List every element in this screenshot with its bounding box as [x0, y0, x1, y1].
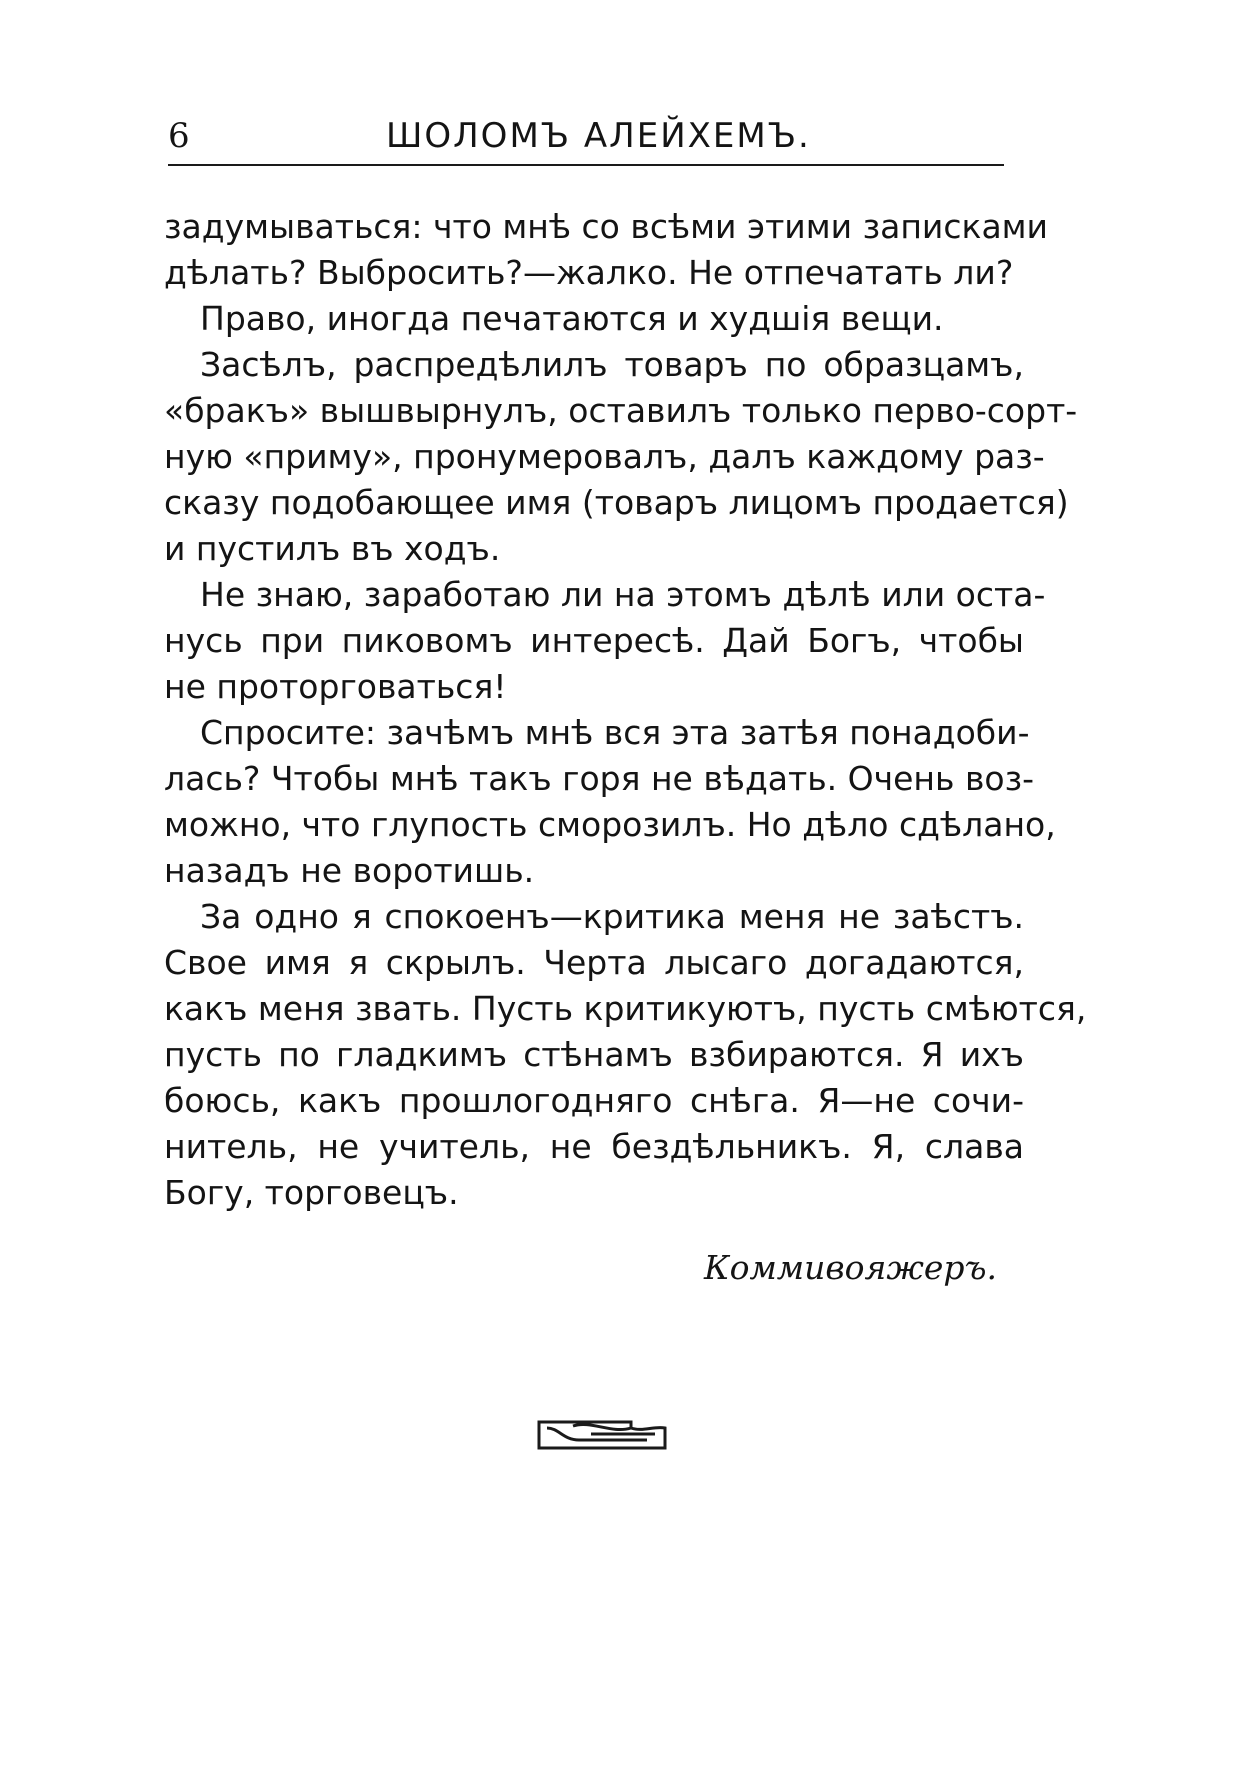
- text-line: не проторговаться!: [164, 667, 507, 706]
- text-line: нусь при пиковомъ интересѣ. Дай Богъ, чтобы: [164, 621, 1024, 660]
- signature: Коммивояжеръ.: [704, 1248, 997, 1287]
- text-line: Свое имя я скрылъ. Черта лысаго догадаются,: [164, 943, 1024, 982]
- text-line: Не знаю, заработаю ли на этомъ дѣлѣ или оста-: [200, 575, 1046, 614]
- text-line: какъ меня звать. Пусть критикуютъ, пусть смѣются,: [164, 989, 1087, 1028]
- text-line: дѣлать? Выбросить?—жалко. Не отпечатать ли?: [164, 253, 1014, 292]
- body-text: [164, 204, 1087, 1216]
- page-header: [168, 112, 1004, 164]
- text-line: задумываться: что мнѣ со всѣми этими записками: [164, 207, 1049, 246]
- text-line: лась? Чтобы мнѣ такъ горя не вѣдать. Очень воз-: [164, 759, 1035, 798]
- text-line: и пустилъ въ ходъ.: [164, 529, 501, 568]
- header-rule: [168, 164, 1004, 166]
- running-head: ШОЛОМЪ АЛЕЙХЕМЪ.: [386, 116, 811, 156]
- text-line: Спросите: зачѣмъ мнѣ вся эта затѣя понадоби-: [200, 713, 1030, 752]
- text-line: За одно я спокоенъ—критика меня не заѣстъ.: [200, 897, 1024, 936]
- text-line: Богу, торговецъ.: [164, 1173, 459, 1212]
- text-line: можно, что глупость сморозилъ. Но дѣло сдѣлано,: [164, 805, 1056, 844]
- text-line: ную «приму», пронумеровалъ, далъ каждому раз-: [164, 437, 1045, 476]
- text-line: назадъ не воротишь.: [164, 851, 535, 890]
- text-line: «бракъ» вышвырнулъ, оставилъ только перво-сорт-: [164, 391, 1078, 430]
- text-line: сказу подобающее имя (товаръ лицомъ продается): [164, 483, 1069, 522]
- tailpiece-ornament-icon: [535, 1414, 669, 1456]
- text-line: Засѣлъ, распредѣлилъ товаръ по образцамъ,: [200, 345, 1024, 384]
- page-number: 6: [168, 116, 190, 156]
- text-line: Право, иногда печатаются и худшія вещи.: [200, 299, 944, 338]
- text-line: нитель, не учитель, не бездѣльникъ. Я, слава: [164, 1127, 1024, 1166]
- text-line: боюсь, какъ прошлогодняго снѣга. Я—не сочи-: [164, 1081, 1024, 1120]
- text-line: пусть по гладкимъ стѣнамъ взбираются. Я ихъ: [164, 1035, 1024, 1074]
